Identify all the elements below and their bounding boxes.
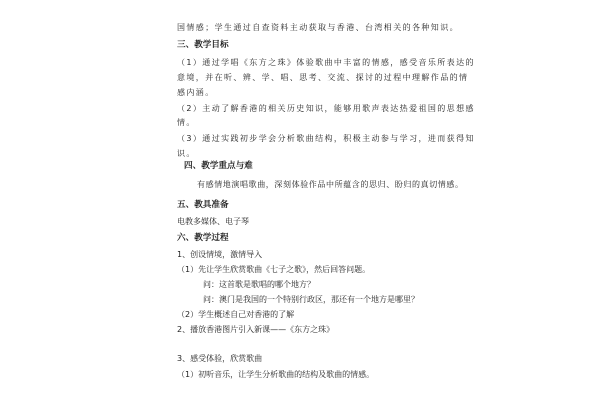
step-3-text: 3、感受体验，欣赏歌曲	[177, 354, 263, 363]
goal-3-line-2: 识。	[177, 149, 196, 158]
section-5-heading: 五、教具准备	[177, 200, 229, 210]
step-3-sub-1-text: （1）初听音乐，让学生分析歌曲的结构及歌曲的情感。	[177, 370, 375, 379]
section-4-heading: 四、教学重点与难	[184, 161, 253, 171]
goal-1-line-2: 意境，并在听、辨、学、唱、思考、交流、探讨的过程中理解作品的情	[177, 73, 469, 82]
section-3-heading: 三、教学目标	[177, 40, 229, 50]
question-1-text: 问：这首歌是歌唱的哪个地方？	[203, 280, 315, 289]
goal-1-line-1: （1）通过学唱《东方之珠》体验歌曲中丰富的情感，感受音乐所表达的	[177, 58, 475, 67]
question-2-text: 问：澳门是我国的一个特别行政区，那还有一个地方是哪里？	[203, 295, 419, 304]
step-1-sub-1-text: （1）先让学生欣赏歌曲《七子之歌》，然后回答问题。	[177, 265, 371, 274]
section-5-body: 电教多媒体、电子琴	[177, 217, 249, 226]
step-1-sub-2-text: （2）学生概述自己对香港的了解	[177, 310, 295, 319]
goal-2-line-2: 情。	[177, 118, 196, 127]
section-6-heading: 六、教学过程	[177, 233, 229, 243]
goal-3-line-1: （3）通过实践初步学会分析歌曲结构，积极主动参与学习，进而获得知	[177, 134, 475, 143]
step-2-text: 2、播放香港图片引入新课——《东方之珠》	[177, 325, 335, 334]
step-1-text: 1、创设情境，激情导入	[177, 250, 263, 259]
goal-1-line-3: 感内涵。	[177, 88, 215, 97]
goal-2-line-1: （2）主动了解香港的相关历史知识，能够用歌声表达热爱祖国的思想感	[177, 104, 475, 113]
section-4-body: 有感情地演唱歌曲，深刻体验作品中所蕴含的思归、盼归的真切情感。	[197, 180, 464, 189]
intro-tail-text: 国情感；学生通过自查资料主动获取与香港、台湾相关的各种知识。	[177, 23, 459, 32]
